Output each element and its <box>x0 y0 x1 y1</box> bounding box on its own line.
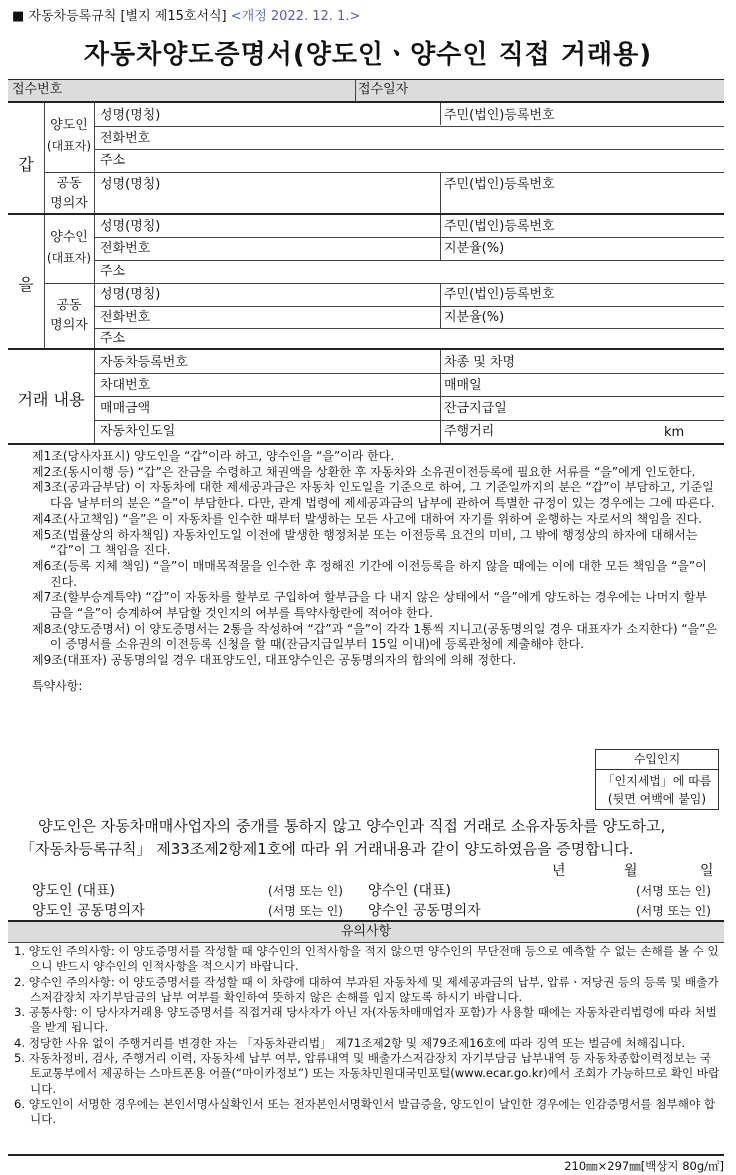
row-line <box>94 237 724 238</box>
revenue-stamp-box <box>595 749 719 810</box>
section-border <box>8 348 724 350</box>
seller-sign-field[interactable] <box>268 882 343 899</box>
declaration-line-1: 양도인은 자동차매매사업자의 중개를 통하지 않고 양수인과 직접 거래로 소유자동차를 양도하고, <box>38 817 666 835</box>
section-border <box>8 213 724 215</box>
row-line <box>94 420 724 421</box>
seller-co-name-field[interactable]: 성명(명칭) <box>100 177 161 192</box>
article-2: 제2조(동시이행 등) “갑”은 잔금을 수령하고 채권액을 상환한 후 자동차와 소유권이전등록에 필요한 서류를 “을”에게 인도한다. <box>32 464 696 479</box>
seller-co-signature-label: 양도인 공동명의자 <box>32 903 145 919</box>
note-1: 1. 양도인 주의사항: 이 양도증명서를 작성할 때 양수인의 인적사항을 적지 않으면 양수인의 무단전매 등으로 예측할 수 없는 손해를 볼 수 있으니 반드시 양수인의 인적사항을 적으시기 바랍니다. <box>14 944 719 974</box>
delivery-date-field[interactable]: 자동차인도일 <box>100 424 176 439</box>
deal-label: 거래 내용 <box>17 390 85 409</box>
paper-spec: 210㎜×297㎜[백상지 80g/㎡] <box>564 1159 724 1173</box>
row-line <box>94 149 724 150</box>
article-1: 제1조(당사자표시) 양도인을 “갑”이라 하고, 양수인을 “을”이라 한다. <box>32 449 395 463</box>
receipt-number-label: 접수번호 <box>12 82 63 97</box>
section-border <box>8 443 724 445</box>
buyer-co-name-field[interactable]: 성명(명칭) <box>100 287 161 302</box>
buyer-co-phone-field[interactable]: 전화번호 <box>100 310 151 325</box>
receipt-date-label: 접수일자 <box>358 82 409 97</box>
co-owner-label-2: 명의자 <box>50 196 88 211</box>
mileage-field[interactable]: 주행거리 <box>444 424 495 439</box>
party-a-label: 갑 <box>18 155 34 174</box>
buyer-reg-no-field[interactable]: 주민(법인)등록번호 <box>444 219 555 234</box>
buyer-co-share-field[interactable]: 지분율(%) <box>444 310 505 325</box>
buyer-co-sign-field[interactable] <box>636 902 711 919</box>
note-6: 6. 양도인이 서명한 경우에는 본인서명사실확인서 또는 전자본인서명확인서 발급증을, 양도인이 날인한 경우에는 인감증명서를 첨부해야 합니다. <box>14 1096 716 1127</box>
date-month: 월 <box>624 863 638 879</box>
buyer-co-reg-no-field[interactable]: 주민(법인)등록번호 <box>444 287 555 302</box>
party-b-label: 을 <box>18 275 34 294</box>
buyer-co-owner-label <box>44 296 94 336</box>
buyer-address-field[interactable]: 주소 <box>100 264 126 279</box>
special-terms-label: 특약사항: <box>32 678 83 693</box>
row-line <box>44 283 724 284</box>
seller-label-1: 양도인 <box>50 118 88 133</box>
article-8: 제8조(양도증명서) 이 양도증명서는 2통을 작성하여 “갑”과 “을”이 각각 1통씩 지니고(공동명의일 경우 대표자가 소지한다) “을”은 이 증명서를 소유권의 이전등록 신청을 할 때(잔금지급일부터 15일 이내)에 등록관청에 제출해야 한다. <box>32 621 717 652</box>
buyer-phone-field[interactable]: 전화번호 <box>100 241 151 256</box>
stamp-title: 수입인지 <box>596 750 718 770</box>
seller-label-2: (대표자) <box>46 139 92 153</box>
km-unit: km <box>664 425 685 440</box>
row-line <box>94 260 724 261</box>
sign-hint: (서명 또는 인) <box>636 884 711 898</box>
note-5: 5. 자동차정비, 검사, 주행거리 이력, 자동차세 납부 여부, 압류내역 및 배출가스저감장치 자기부담금 납부내역 등 자동차종합이력정보는 국토교통부에서 제공하는 스마트폰용 어플(“마이카정보”) 또는 자동차민원대국민포털(www.ecar.go.kr)에서 조회가 가능하므로 확인 바랍니다. <box>14 1051 720 1096</box>
buyer-co-signature-label: 양수인 공동명의자 <box>368 903 481 919</box>
seller-label <box>44 116 94 156</box>
note-4: 4. 정당한 사유 없이 주행거리를 변경한 자는 「자동차관리법」 제71조제2항 및 제79조제16호에 따라 징역 또는 벌금에 처해집니다. <box>14 1035 686 1050</box>
declaration-line-2: 「자동차등록규칙」 제33조제2항제1호에 따라 위 거래내용과 같이 양도하였음을 증명합니다. <box>20 840 634 858</box>
row-line <box>94 126 724 127</box>
buyer-label <box>44 228 94 268</box>
date-year: 년 <box>552 863 566 879</box>
divider <box>440 103 441 125</box>
seller-co-reg-no-field[interactable]: 주민(법인)등록번호 <box>444 177 555 192</box>
buyer-label-2: (대표자) <box>46 251 92 265</box>
article-5: 제5조(법률상의 하자책임) 자동차인도일 이전에 발생한 행정처분 또는 이전등록 요건의 미비, 그 밖에 행정상의 하자에 대해서는 “갑”이 그 책임을 진다. <box>32 527 698 558</box>
row-line <box>94 373 724 374</box>
buyer-co-address-field[interactable]: 주소 <box>100 331 126 346</box>
vehicle-reg-no-field[interactable]: 자동차등록번호 <box>100 355 188 370</box>
stamp-line-1: 「인지세법」에 따름 <box>602 774 712 788</box>
vehicle-model-field[interactable]: 차종 및 차명 <box>444 355 516 370</box>
seller-co-sign-field[interactable] <box>268 902 343 919</box>
sign-hint: (서명 또는 인) <box>636 904 711 918</box>
co-owner-label-2: 명의자 <box>50 318 88 333</box>
receipt-bottom-border <box>8 101 724 103</box>
article-7: 제7조(할부승계특약) “갑”이 자동차를 할부로 구입하여 할부금을 다 내지 않은 상태에서 “을”에게 양도하는 경우에는 나머지 할부금을 “을”이 승계하여 부담할 것인지의 여부를 특약사항란에 적어야 한다. <box>32 590 707 621</box>
article-4: 제4조(사고책임) “을”은 이 자동차를 인수한 때부터 발생하는 모든 사고에 대하여 자기를 위하여 운행하는 자로서의 책임을 진다. <box>32 511 703 526</box>
seller-signature-label: 양도인 (대표) <box>32 883 115 899</box>
seller-reg-no-field[interactable]: 주민(법인)등록번호 <box>444 108 555 123</box>
co-owner-label-1: 공동 <box>56 298 82 313</box>
seller-name-field[interactable]: 성명(명칭) <box>100 108 161 123</box>
notes-title-line <box>8 942 724 943</box>
page-title: 자동차양도증명서(양도인ㆍ양수인 직접 거래용) <box>83 40 653 70</box>
receipt-divider <box>355 80 356 101</box>
form-ref-text: ■ 자동차등록규칙 [별지 제15호서식] <box>12 9 227 24</box>
note-2: 2. 양수인 주의사항: 이 양도증명서를 작성할 때 이 차량에 대하여 부과된 자동차세 및 제세공과금의 납부, 압류ㆍ저당권 등의 등록 및 배출가스저감장치 자기부담금의 납부 여부를 확인하여 뜻하지 않은 손해를 입지 않도록 하시기 바랍니다. <box>14 974 719 1004</box>
declaration <box>20 815 720 861</box>
row-line <box>94 396 724 397</box>
notes-bottom-border <box>8 1154 724 1156</box>
seller-address-field[interactable]: 주소 <box>100 153 126 168</box>
buyer-name-field[interactable]: 성명(명칭) <box>100 219 161 234</box>
sign-hint: (서명 또는 인) <box>268 884 343 898</box>
revision-text: <개정 2022. 12. 1.> <box>230 9 361 24</box>
vin-field[interactable]: 차대번호 <box>100 378 151 393</box>
divider <box>440 172 441 213</box>
article-3: 제3조(공과금부담) 이 자동차에 대한 제세공과금은 자동차 인도일을 기준으로 하여, 그 기준일까지의 분은 “갑”이 부담하고, 기준일 다음 날부터의 분은 “을”이 부담한다. 다만, 관계 법령에 제세공과금의 납부에 관하여 특별한 규정이 있는 경우에는 그에 따른다. <box>32 480 715 511</box>
article-6: 제6조(등록 지체 책임) “을”이 매매목적물을 인수한 후 정해진 기간에 이전등록을 하지 않을 때에는 이에 대한 모든 책임을 “을”이 진다. <box>32 558 707 589</box>
sign-hint: (서명 또는 인) <box>268 904 343 918</box>
seller-co-owner-label <box>44 174 94 214</box>
seller-phone-field[interactable]: 전화번호 <box>100 131 151 146</box>
party-a-field-divider <box>94 103 95 213</box>
buyer-label-1: 양수인 <box>50 230 88 245</box>
price-field[interactable]: 매매금액 <box>100 401 151 416</box>
row-line <box>94 306 724 307</box>
buyer-signature-label: 양수인 (대표) <box>368 883 451 899</box>
contract-articles <box>32 449 718 695</box>
notes-title: 유의사항 <box>8 922 724 942</box>
notes-list <box>14 944 720 1128</box>
balance-date-field[interactable]: 잔금지급일 <box>444 401 507 416</box>
note-3: 3. 공통사항: 이 당사자거래용 양도증명서를 직접거래 당사자가 아닌 자(자동차매매업자 포함)가 사용할 때에는 자동차관리법령에 따라 처벌을 받게 됩니다. <box>14 1005 717 1035</box>
form-reference <box>12 5 360 24</box>
article-9: 제9조(대표자) 공동명의일 경우 대표양도인, 대표양수인은 공동명의자의 합의에 의해 정한다. <box>32 653 517 668</box>
date-day: 일 <box>700 863 714 879</box>
sale-date-field[interactable]: 매매일 <box>444 378 482 393</box>
row-line <box>94 328 724 329</box>
stamp-line-2: (뒷면 여백에 붙임) <box>607 792 707 806</box>
co-owner-label-1: 공동 <box>56 176 82 191</box>
buyer-share-field[interactable]: 지분율(%) <box>444 241 505 256</box>
buyer-sign-field[interactable] <box>636 882 711 899</box>
row-line <box>44 172 724 173</box>
